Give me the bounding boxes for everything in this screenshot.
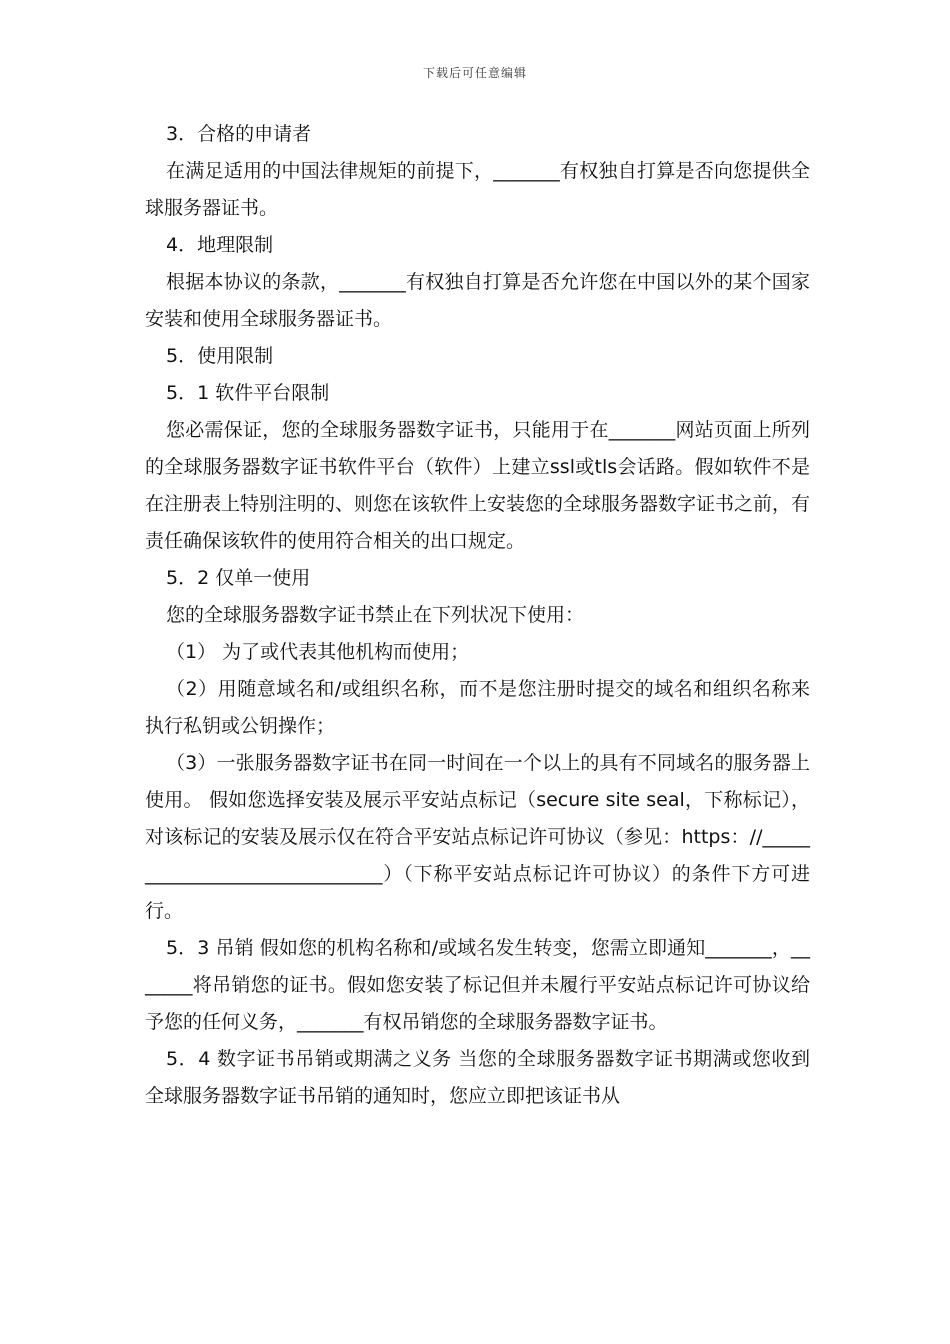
page-header: 下载后可任意编辑 bbox=[422, 66, 527, 80]
paragraph-revocation-expiry-duty: 5．4 数字证书吊销或期满之义务 当您的全球服务器数字证书期满或您收到全球服务器数字证书吊销的通知时，您应立即把该证书从 bbox=[145, 1048, 810, 1107]
list-item-3: （3）一张服务器数字证书在同一时间在一个以上的具有不同域名的服务器上使用。 假如您选择安装及展示平安站点标记（secure site seal，下称标记），对该标记的安装及展示仅在符合平安站点标记许可协议（参见：https：//______________________________）（下称平安站点标记许可协议）的条件下方可进行。 bbox=[145, 752, 810, 922]
document-body bbox=[145, 116, 810, 1115]
list-item-1: （1） 为了或代表其他机构而使用； bbox=[166, 641, 470, 663]
heading-qualified-applicant: 3．合格的申请者 bbox=[166, 123, 312, 145]
heading-usage-limits: 5．使用限制 bbox=[166, 345, 274, 367]
paragraph-qualified-applicant: 在满足适用的中国法律规矩的前提下，_______有权独自打算是否向您提供全球服务器证书。 bbox=[145, 160, 810, 219]
paragraph-software-platform: 您必需保证，您的全球服务器数字证书，只能用于在_______网站页面上所列的全球服务器数字证书软件平台（软件）上建立ssl或tls会话路。假如软件不是在注册表上特别注明的、则您在该软件上安装您的全球服务器数字证书之前，有责任确保该软件的使用符合相关的出口规定。 bbox=[145, 419, 811, 552]
list-item-2: （2）用随意域名和/或组织名称，而不是您注册时提交的域名和组织名称来执行私钥或公钥操作； bbox=[145, 678, 810, 737]
heading-geographic-limits: 4．地理限制 bbox=[166, 234, 274, 256]
heading-software-platform: 5．1 软件平台限制 bbox=[166, 382, 330, 404]
heading-single-use: 5．2 仅单一使用 bbox=[166, 567, 311, 589]
paragraph-geographic-limits: 根据本协议的条款，_______有权独自打算是否允许您在中国以外的某个国家安装和使用全球服务器证书。 bbox=[145, 271, 810, 330]
paragraph-single-use-intro: 您的全球服务器数字证书禁止在下列状况下使用： bbox=[166, 604, 585, 626]
paragraph-revocation: 5．3 吊销 假如您的机构名称和/或域名发生转变，您需立即通知_______，_______将吊销您的证书。假如您安装了标记但并未履行平安站点标记许可协议给予您的任何义务，_______有权吊销您的全球服务器数字证书。 bbox=[145, 937, 810, 1033]
